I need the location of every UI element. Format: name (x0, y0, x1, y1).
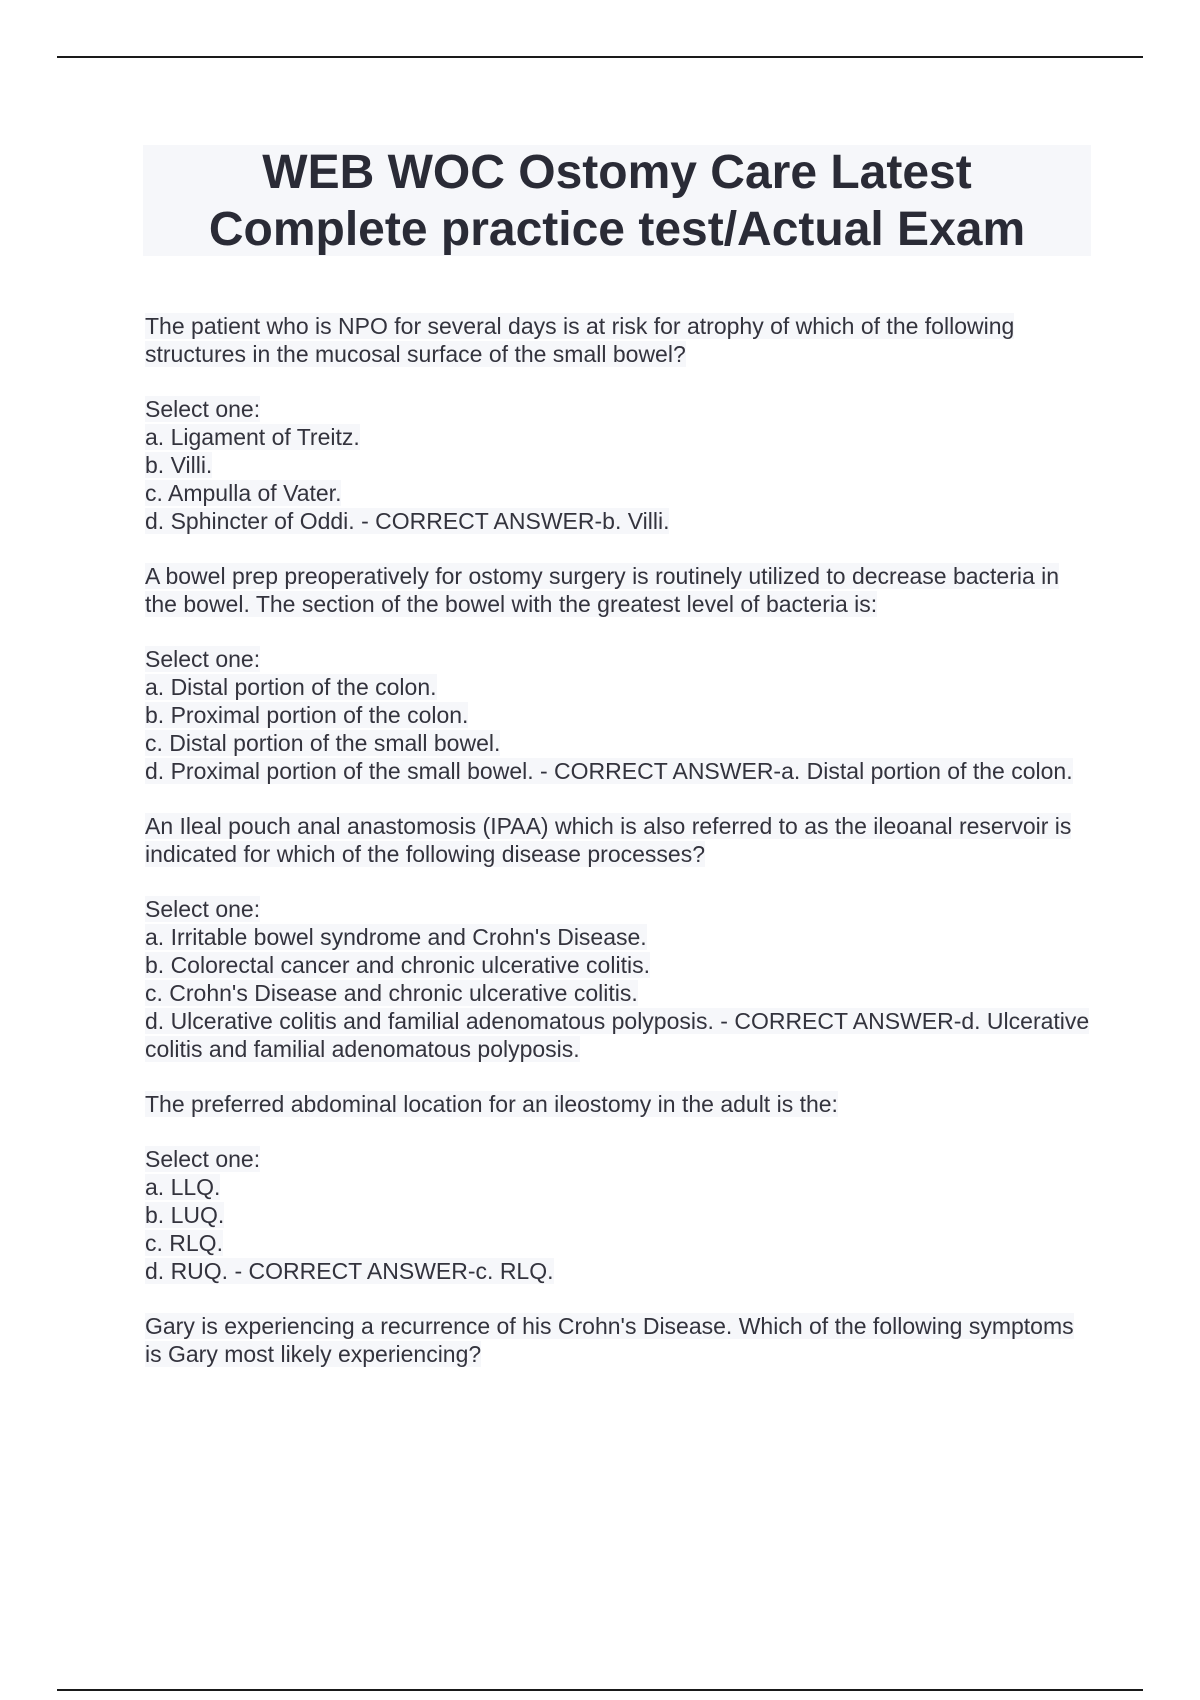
question-4 (145, 1090, 1095, 1285)
option-c: c. Distal portion of the small bowel. (145, 730, 501, 756)
document-body (145, 312, 1095, 1395)
option-b: b. Villi. (145, 452, 213, 478)
option-c: c. Ampulla of Vater. (145, 480, 342, 506)
select-one-label: Select one: (145, 646, 261, 672)
question-text: An Ileal pouch anal anastomosis (IPAA) which is also referred to as the ileoanal reservoir is indicated for which of the following disease processes? (145, 813, 1072, 867)
option-a: a. LLQ. (145, 1174, 221, 1200)
question-text: Gary is experiencing a recurrence of his Crohn's Disease. Which of the following symptoms is Gary most likely experiencing? (145, 1313, 1074, 1367)
select-one-label: Select one: (145, 396, 261, 422)
bottom-rule (57, 1689, 1143, 1691)
option-d-with-answer: d. Proximal portion of the small bowel. - CORRECT ANSWER-a. Distal portion of the colon. (145, 758, 1073, 784)
option-d-with-answer: d. Ulcerative colitis and familial adenomatous polyposis. - CORRECT ANSWER-d. Ulcerative colitis and familial adenomatous polyposis. (145, 1008, 1090, 1062)
document-title (143, 145, 1091, 256)
top-rule (57, 56, 1143, 58)
option-b: b. Proximal portion of the colon. (145, 702, 469, 728)
option-c: c. RLQ. (145, 1230, 223, 1256)
question-5 (145, 1312, 1095, 1368)
option-a: a. Ligament of Treitz. (145, 424, 360, 450)
question-3 (145, 812, 1095, 1063)
option-b: b. Colorectal cancer and chronic ulcerative colitis. (145, 952, 650, 978)
title-line-1: WEB WOC Ostomy Care Latest (262, 145, 972, 199)
option-a: a. Irritable bowel syndrome and Crohn's Disease. (145, 924, 647, 950)
option-b: b. LUQ. (145, 1202, 225, 1228)
question-1 (145, 312, 1095, 535)
question-text: The patient who is NPO for several days is at risk for atrophy of which of the following structures in the mucosal surface of the small bowel? (145, 313, 1015, 367)
question-text: The preferred abdominal location for an ileostomy in the adult is the: (145, 1091, 838, 1117)
question-2 (145, 562, 1095, 785)
title-line-2: Complete practice test/Actual Exam (208, 202, 1026, 256)
select-one-label: Select one: (145, 896, 261, 922)
question-text: A bowel prep preoperatively for ostomy surgery is routinely utilized to decrease bacteria in the bowel. The section of the bowel with the greatest level of bacteria is: (145, 563, 1060, 617)
option-d-with-answer: d. RUQ. - CORRECT ANSWER-c. RLQ. (145, 1258, 554, 1284)
option-c: c. Crohn's Disease and chronic ulcerative colitis. (145, 980, 638, 1006)
option-a: a. Distal portion of the colon. (145, 674, 437, 700)
select-one-label: Select one: (145, 1146, 261, 1172)
option-d-with-answer: d. Sphincter of Oddi. - CORRECT ANSWER-b. Villi. (145, 508, 670, 534)
